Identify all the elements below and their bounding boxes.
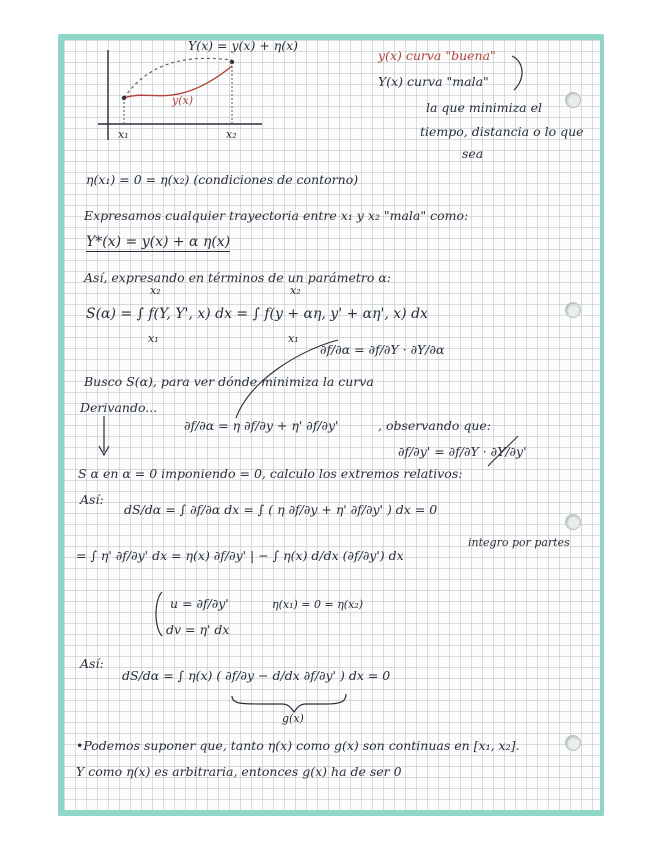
asi-label-2: Así: bbox=[80, 656, 104, 671]
dv-definition: dv = η' dx bbox=[166, 622, 230, 637]
boundary-conditions: η(x₁) = 0 = η(x₂) (condiciones de contorno) bbox=[86, 172, 359, 187]
integro-note: integro por partes bbox=[468, 536, 570, 549]
derivando-label: Derivando... bbox=[80, 400, 158, 415]
graph-top-label: Y(x) = y(x) + η(x) bbox=[188, 38, 299, 53]
graph-x1-label: x₁ bbox=[118, 128, 129, 141]
note-minimize-3: sea bbox=[462, 146, 484, 161]
param-line: Así, expresando en términos de un parámetro α: bbox=[84, 270, 391, 285]
u-definition: u = ∂f/∂y' bbox=[170, 596, 229, 611]
observation-equation: ∂f/∂y' = ∂f/∂Y · ∂Y/∂y' bbox=[398, 444, 527, 459]
note-minimize-1: la que minimiza el bbox=[426, 100, 543, 115]
S-limit-bottom-1: x₁ bbox=[148, 332, 159, 345]
note-minimize-2: tiempo, distancia o lo que bbox=[420, 124, 584, 139]
note-good-curve: y(x) curva "buena" bbox=[378, 48, 496, 63]
observando-label: , observando que: bbox=[378, 418, 491, 433]
boundary-note: η(x₁) = 0 = η(x₂) bbox=[272, 598, 363, 611]
graph-y-label: y(x) bbox=[172, 94, 194, 107]
parts-equation: = ∫ η' ∂f/∂y' dx = η(x) ∂f/∂y' | − ∫ η(x) d/dx (∂f/∂y') dx bbox=[76, 548, 404, 563]
note-bad-curve: Y(x) curva "mala" bbox=[378, 74, 489, 89]
express-line: Expresamos cualquier trayectoria entre x₁ y x₂ "mala" como: bbox=[84, 208, 469, 223]
final-line-1: •Podemos suponer que, tanto η(x) como g(x) son continuas en [x₁, x₂]. bbox=[76, 738, 520, 753]
final-line-2: Y como η(x) es arbitraria, entonces g(x) ha de ser 0 bbox=[76, 764, 402, 779]
S-limit-top-1: x₂ bbox=[150, 284, 161, 297]
Y-definition: Y*(x) = y(x) + α η(x) bbox=[86, 234, 231, 250]
S-limit-bottom-2: x₁ bbox=[288, 332, 299, 345]
graph-x2-label: x₂ bbox=[226, 128, 237, 141]
S-definition: S(α) = ∫ f(Y, Y', x) dx = ∫ f(y + αη, y' + αη', x) dx bbox=[86, 306, 428, 322]
busco-line: Busco S(α), para ver dónde minimiza la curva bbox=[84, 374, 374, 389]
S-limit-top-2: x₂ bbox=[290, 284, 301, 297]
chain-rule: ∂f/∂α = ∂f/∂Y · ∂Y/∂α bbox=[320, 342, 445, 357]
dS-equation: dS/dα = ∫ ∂f/∂α dx = ∫ ( η ∂f/∂y + η' ∂f/∂y' ) dx = 0 bbox=[124, 502, 438, 517]
dS-final-equation: dS/dα = ∫ η(x) ( ∂f/∂y − d/dx ∂f/∂y' ) dx = 0 bbox=[122, 668, 391, 683]
derivative-equation: ∂f/∂α = η ∂f/∂y + η' ∂f/∂y' bbox=[184, 418, 339, 433]
g-label: g(x) bbox=[282, 712, 304, 725]
asi-label-1: Así: bbox=[80, 492, 104, 507]
extremes-line: S α en α = 0 imponiendo = 0, calculo los extremos relativos: bbox=[78, 466, 463, 481]
